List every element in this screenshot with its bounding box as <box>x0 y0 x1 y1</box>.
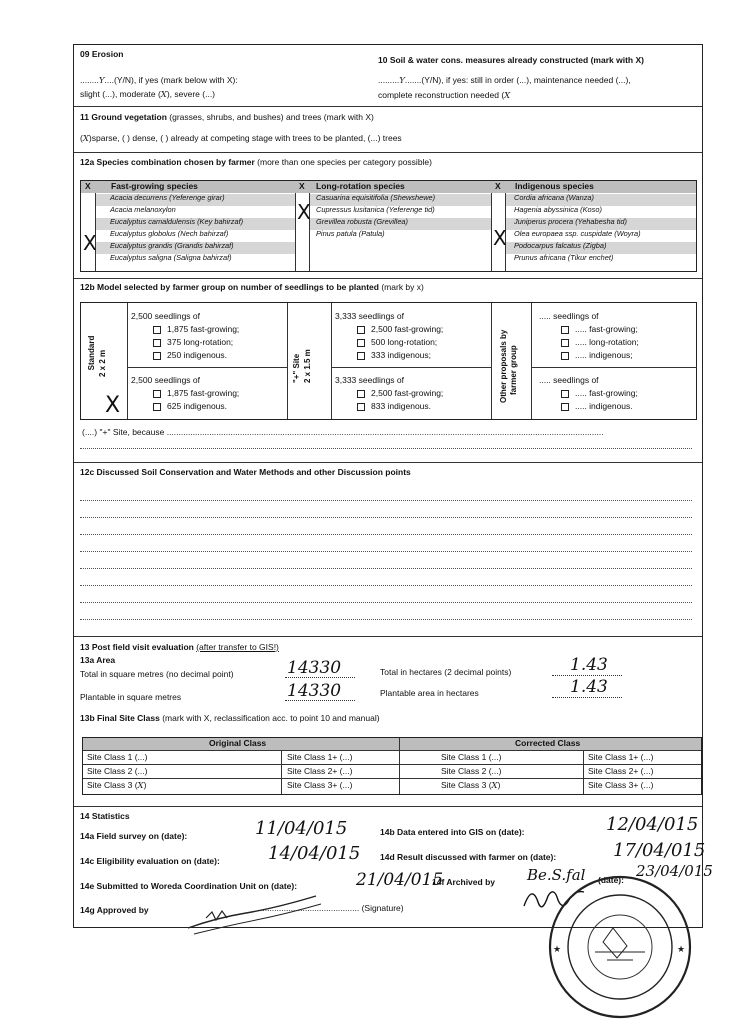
corr-class-cell: Site Class 2 (...) <box>441 766 502 776</box>
dotted-line <box>80 585 692 586</box>
std-b-item: 1,875 fast-growing; <box>153 389 239 399</box>
species-item: Cupressus lusitanica (Yeferenge tid) <box>316 205 435 214</box>
dotted-line <box>80 517 692 518</box>
erosion-title: 09 Erosion <box>80 49 124 59</box>
std-b-item: 625 indigenous. <box>153 402 227 412</box>
other-b-item: ..... fast-growing; <box>561 389 638 399</box>
species-item: Hagenia abyssinica (Koso) <box>514 205 602 214</box>
species-item: Podocarpus falcatus (Zigba) <box>506 242 696 254</box>
plus-b-item: 2,500 fast-growing; <box>357 389 443 399</box>
plantable-ha-label: Plantable area in hectares <box>380 688 479 698</box>
orig-class-cell: Site Class 1 (...) <box>87 752 148 762</box>
plus-a-title: 3,333 seedlings of <box>335 311 404 321</box>
species-col-x: X <box>495 181 501 191</box>
other-a-item: ..... indigenous; <box>561 351 633 361</box>
official-seal <box>545 872 695 1022</box>
divider <box>74 106 702 107</box>
species-table <box>80 180 697 272</box>
std-a-item: 375 long-rotation; <box>153 338 233 348</box>
dotted-line <box>80 551 692 552</box>
dotted-line <box>80 448 692 449</box>
std-b-title: 2,500 seedlings of <box>131 375 200 385</box>
other-a-item: ..... fast-growing; <box>561 325 638 335</box>
plus-a-item: 500 long-rotation; <box>357 338 437 348</box>
swc-line2: complete reconstruction needed (X <box>378 90 511 101</box>
plantable-sqm-value: 14330 <box>287 681 342 701</box>
orig-class-cell: Site Class 1+ (...) <box>287 752 353 762</box>
indigenous-header: Indigenous species <box>515 181 594 191</box>
dotted-line <box>80 602 692 603</box>
result-discussed-date: 17/04/015 <box>613 840 706 861</box>
total-ha-value: 1.43 <box>570 655 608 675</box>
corr-class-cell: Site Class 2+ (...) <box>588 766 654 776</box>
plus-site-because: (....) "+" Site, because ......................................................................................................................................................................................... <box>82 427 604 437</box>
std-a-title: 2,500 seedlings of <box>131 311 200 321</box>
approved-by-label: 14g Approved by <box>80 905 149 915</box>
standard-label: Standard <box>87 335 96 371</box>
plus-b-item: 833 indigenous. <box>357 402 431 412</box>
fast-growing-list <box>96 194 295 266</box>
svg-text:★: ★ <box>677 945 686 955</box>
other-b-item: ..... indigenous. <box>561 402 633 412</box>
form-border <box>73 44 706 928</box>
erosion-mark: X <box>160 90 167 100</box>
species-item: Olea europaea ssp. cuspidate (Woyra) <box>514 229 641 238</box>
indigenous-mark: X <box>493 226 507 250</box>
statistics-heading: 14 Statistics <box>80 811 130 821</box>
archived-by-label: 14f Archived by <box>432 877 495 887</box>
other-b-title: ..... seedlings of <box>539 375 599 385</box>
orig-class-cell: Site Class 2+ (...) <box>287 766 353 776</box>
corr-class-cell: Site Class 1+ (...) <box>588 752 654 762</box>
plus-b-title: 3,333 seedlings of <box>335 375 404 385</box>
eligibility-date: 14/04/015 <box>268 843 361 864</box>
field-survey-date: 11/04/015 <box>255 818 348 839</box>
corr-class-cell: Site Class 3+ (...) <box>588 780 654 790</box>
long-rotation-mark: X <box>297 200 311 224</box>
swc-mark: X <box>504 91 511 101</box>
model-mark: X <box>105 393 121 418</box>
total-ha-label: Total in hectares (2 decimal points) <box>380 667 512 677</box>
site-class-heading: 13b Final Site Class (mark with X, reclassification acc. to point 10 and manual) <box>80 713 380 723</box>
erosion-answer: Y <box>98 76 105 86</box>
species-heading: 12a Species combination chosen by farmer (more than one species per category possible) <box>80 157 432 167</box>
long-rotation-header: Long-rotation species <box>316 181 405 191</box>
species-item: Acacia melanoxylon <box>110 205 176 214</box>
original-class-header: Original Class <box>209 738 267 748</box>
total-sqm-value: 14330 <box>287 658 342 678</box>
std-a-item: 250 indigenous. <box>153 351 227 361</box>
species-item: Cordia africana (Wanza) <box>506 194 696 206</box>
plus-a-item: 333 indigenous; <box>357 351 431 361</box>
plantable-sqm-label: Plantable in square metres <box>80 692 182 702</box>
corr-class-cell: Site Class 3 (X) <box>441 780 501 791</box>
divider <box>74 462 702 463</box>
species-col-x: X <box>85 181 91 191</box>
submitted-date: 21/04/015 <box>356 870 444 890</box>
plantable-ha-value: 1.43 <box>570 677 608 697</box>
approved-signature-line: .......................................... (Signature) <box>260 903 404 913</box>
area-heading: 13a Area <box>80 655 116 665</box>
ground-veg-heading: 11 Ground vegetation (grasses, shrubs, and bushes) and trees (mark with X) <box>80 112 374 122</box>
field-survey-label: 14a Field survey on (date): <box>80 831 188 841</box>
plus-site-size: 2 x 1.5 m <box>303 349 312 383</box>
gis-entry-date: 12/04/015 <box>606 814 699 835</box>
species-item: Eucalyptus grandis (Grandis bahirzaf) <box>96 242 295 254</box>
submitted-label: 14e Submitted to Woreda Coordination Unit on (date): <box>80 881 298 891</box>
site-class-table <box>82 737 702 795</box>
indigenous-list <box>506 194 696 266</box>
dotted-line <box>80 500 692 501</box>
svg-text:★: ★ <box>553 945 562 955</box>
species-item: Juniperus procera (Yehabesha tid) <box>506 218 696 230</box>
other-proposals-label2: farmer group <box>509 345 518 395</box>
approval-signature-stamp <box>186 888 326 938</box>
other-a-item: ..... long-rotation; <box>561 338 639 348</box>
standard-size: 2 x 2 m <box>98 349 107 377</box>
erosion-line2: slight (...), moderate (X), severe (...) <box>80 89 216 100</box>
eligibility-label: 14c Eligibility evaluation on (date): <box>80 856 220 866</box>
orig-class-cell: Site Class 2 (...) <box>87 766 148 776</box>
archived-date-label: (date): <box>598 875 624 885</box>
discussion-heading: 12c Discussed Soil Conservation and Water Methods and other Discussion points <box>80 467 411 477</box>
corr-class-cell: Site Class 1 (...) <box>441 752 502 762</box>
divider <box>74 636 702 637</box>
archived-date: 23/04/015 <box>636 862 713 880</box>
species-item: Acacia decurrens (Yeferenge girar) <box>96 194 295 206</box>
fast-growing-mark: X <box>83 231 97 255</box>
total-sqm-label: Total in square metres (no decimal point) <box>80 669 234 679</box>
species-item: Prunus africana (Tikur enchet) <box>514 253 614 262</box>
std-a-item: 1,875 fast-growing; <box>153 325 239 335</box>
dotted-line <box>80 534 692 535</box>
fast-growing-header: Fast-growing species <box>111 181 198 191</box>
species-item: Eucalyptus globolus (Nech bahirzaf) <box>110 229 229 238</box>
species-item: Grevillea robusta (Grevillea) <box>310 218 491 230</box>
dotted-line <box>80 568 692 569</box>
erosion-line1: ........Y....(Y/N), if yes (mark below with X): <box>80 75 238 86</box>
divider <box>74 278 702 279</box>
species-item: Eucalyptus camaldulensis (Key bahirzaf) <box>96 218 295 230</box>
species-item: Casuarina equisitifolia (Shewshewe) <box>310 194 491 206</box>
dotted-line <box>80 619 692 620</box>
ground-veg-mark: X <box>82 134 89 144</box>
gis-entry-label: 14b Data entered into GIS on (date): <box>380 827 525 837</box>
model-table <box>80 302 697 420</box>
plus-site-label: "+" Site <box>292 353 301 383</box>
orig-class-cell: Site Class 3 (X) <box>87 780 147 791</box>
divider <box>74 152 702 153</box>
plus-a-item: 2,500 fast-growing; <box>357 325 443 335</box>
species-item: Pinus patula (Patula) <box>316 229 385 238</box>
other-a-title: ..... seedlings of <box>539 311 599 321</box>
swc-title: 10 Soil & water cons. measures already constructed (mark with X) <box>378 55 644 65</box>
species-item: Eucalyptus saligna (Saligna bahirzaf) <box>110 253 232 262</box>
corrected-class-header: Corrected Class <box>515 738 581 748</box>
ground-veg-options: (X)sparse, ( ) dense, ( ) already at competing stage with trees to be planted, (...) trees <box>80 133 402 144</box>
swc-answer: Y <box>399 76 405 86</box>
model-heading: 12b Model selected by farmer group on number of seedlings to be planted (mark by x) <box>80 282 424 292</box>
species-col-x: X <box>299 181 305 191</box>
archived-by-name: Be.S.fal <box>527 866 586 884</box>
post-visit-heading: 13 Post field visit evaluation (after transfer to GIS!) <box>80 642 279 652</box>
orig-class-cell: Site Class 3+ (...) <box>287 780 353 790</box>
divider <box>74 806 702 807</box>
result-discussed-label: 14d Result discussed with farmer on (date): <box>380 852 557 862</box>
swc-line1: .........Y.......(Y/N), if yes: still in order (...), maintenance needed (...), <box>378 75 631 86</box>
long-rotation-list <box>310 194 491 242</box>
other-proposals-label: Other proposals by <box>499 329 508 403</box>
